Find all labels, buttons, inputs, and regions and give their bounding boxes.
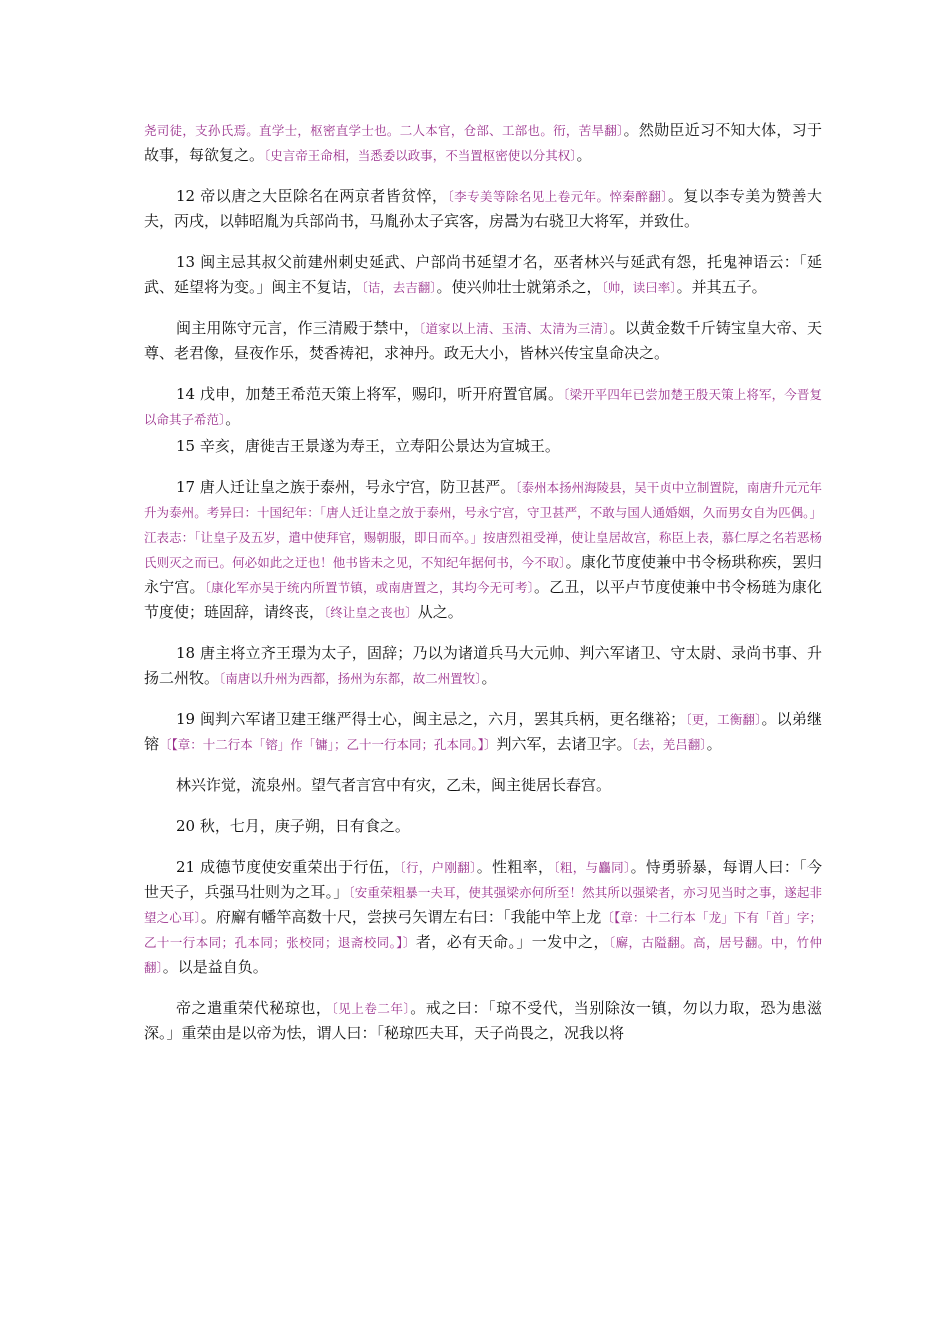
paragraph — [144, 855, 822, 980]
body-text: 21 成德节度使安重荣出于行伍， — [176, 858, 400, 876]
body-text: 。性粗率， — [476, 858, 554, 876]
annotation-note: 〔更，工衡翻〕 — [685, 712, 762, 727]
body-text: 。并其五子。 — [676, 278, 767, 296]
annotation-note: 〔见上卷二年〕 — [331, 1001, 411, 1016]
paragraph — [144, 118, 822, 168]
annotation-note: 〔史言帝王命相，当悉委以政事，不当置枢密使以分其权〕 — [264, 148, 577, 163]
annotation-note: 〔终让皇之丧也〕 — [324, 605, 418, 620]
annotation-note: 〔李专美等除名见上卷元年。悴秦醉翻〕 — [447, 189, 668, 204]
body-text: 。府廨有幡竿高数十尺，尝挟弓矢谓左右曰：「我能中竿上龙 — [200, 908, 602, 926]
paragraph — [144, 316, 822, 366]
body-text: 。 — [706, 735, 722, 753]
annotation-note: 〔【章：十二行本「龙」下有「首」字；乙十一行本同；孔本同；张校同；退斋校同。】〕 — [144, 910, 822, 950]
body-text: 。恃勇骄暴，每谓人曰：「今世天子，兵强马壮则为之耳。」 — [144, 858, 822, 901]
body-text: 。康化节度使兼中书令杨珙称疾，罢归永宁宫。 — [144, 553, 822, 596]
body-text: 。 — [481, 669, 497, 687]
annotation-note: 〔安重荣粗暴一夫耳，使其强梁亦何所至！然其所以强梁者，亦习见当时之事，遂起非望之心耳〕 — [144, 885, 822, 925]
paragraph — [144, 773, 822, 798]
annotation-note: 〔梁开平四年已尝加楚王殷天策上将军，今晋复以命其子希范〕 — [144, 387, 822, 427]
body-text: 15 辛亥，唐徙吉王景遂为寿王，立寿阳公景达为宣城王。 — [176, 437, 560, 455]
body-text: 帝之遣重荣代秘琼也， — [176, 999, 332, 1017]
body-text: 。 — [225, 410, 241, 428]
body-text: 林兴诈觉，流泉州。望气者言宫中有灾，乙未，闽主徙居长春宫。 — [176, 776, 612, 794]
body-text: 12 帝以唐之大臣除名在两京者皆贫悴， — [176, 187, 448, 205]
annotation-note: 〔康化军亦吴于统内所置节镇，或南唐置之，其均今无可考〕 — [204, 580, 535, 595]
body-text: 闽主用陈守元言，作三清殿于禁中， — [176, 319, 420, 337]
body-text: 。然勋臣近习不知大体，习于故事，每欲复之。 — [144, 121, 822, 164]
annotation-note: 〔粗，与麤同〕 — [553, 860, 631, 875]
body-text: 判六军，去诸卫字。 — [496, 735, 632, 753]
body-text: 18 唐主将立齐王璟为太子，固辞；乃以为诸道兵马大元帅、判六军诸卫、守太尉、录尚书事、升扬二州牧。 — [144, 644, 822, 687]
body-text: 17 唐人迁让皇之族于泰州，号永宁宫，防卫甚严。 — [176, 478, 516, 496]
body-text: 。以弟继镕 — [144, 710, 822, 753]
body-text: 14 戊申，加楚王希范天策上将军，赐印，听开府置官属。 — [176, 385, 564, 403]
body-text: 。以是益自负。 — [162, 958, 268, 976]
body-text: 13 闽主忌其叔父前建州刺史延武、户部尚书延望才名，巫者林兴与延武有怨，托鬼神语云：「延武、延望将为变。」闽主不复诘， — [144, 253, 822, 296]
paragraph — [144, 814, 822, 839]
paragraph — [144, 382, 822, 432]
body-text: 19 闽判六军诸卫建王继严得士心，闽主忌之，六月，罢其兵柄，更名继裕； — [176, 710, 686, 728]
paragraph — [144, 434, 822, 459]
annotation-note: 〔南唐以升州为西都，扬州为东都，故二州置牧〕 — [219, 671, 482, 686]
body-text: 从之。 — [417, 603, 463, 621]
body-text: 。使兴帅壮士就第杀之， — [436, 278, 602, 296]
annotation-note: 〔道家以上清、玉清、太清为三清〕 — [419, 321, 610, 336]
annotation-note: 〔【章：十二行本「镕」作「镛」；乙十一行本同；孔本同。】〕 — [159, 737, 497, 752]
annotation-note: 〔行，户刚翻〕 — [399, 860, 477, 875]
paragraph — [144, 184, 822, 234]
annotation-note: 〔去，羌吕翻〕 — [631, 737, 707, 752]
annotation-note: 〔诘，去吉翻〕 — [361, 280, 437, 295]
paragraph — [144, 707, 822, 757]
paragraph — [144, 250, 822, 300]
body-text: 。乙丑，以平卢节度使兼中书令杨琏为康化节度使；琏固辞，请终丧， — [144, 578, 822, 621]
annotation-note: 〔廨，古隘翻。高，居号翻。中，竹仲翻〕 — [144, 935, 822, 975]
body-text: 20 秋，七月，庚子朔，日有食之。 — [176, 817, 410, 835]
paragraph — [144, 475, 822, 625]
paragraph — [144, 641, 822, 691]
body-text: 。复以李专美为赞善大夫，丙戌，以韩昭胤为兵部尚书，马胤孙太子宾客，房暠为右骁卫大将军，并致仕。 — [144, 187, 822, 230]
annotation-note: 〔泰州本扬州海陵县，吴干贞中立制置院，南唐升元元年升为泰州。考异曰：十国纪年：「唐人迁让皇之放于泰州，号永宁宫，守卫甚严，不敢与国人通婚姻，久而男女自为匹偶。」江表志：「让皇子及五岁，遣中使拜官，赐朝服，即日而卒。」按唐烈祖受禅，使让皇居故宫，称臣上表，慕仁厚之名若恶杨氏则灭之而已。何必如此之迂也！他书皆未之见，不知纪年据何书，今不取〕 — [144, 480, 822, 570]
annotation-note: 〔帅，读曰率〕 — [601, 280, 677, 295]
paragraph — [144, 996, 822, 1046]
body-text: 。戒之曰：「琼不受代，当别除汝一镇，勿以力取，恐为患滋深。」重荣由是以帝为怯，谓人曰：「秘琼匹夫耳，天子尚畏之，况我以将 — [144, 999, 822, 1042]
annotation-note: 尧司徒，支孙氏焉。直学士，枢密直学士也。二人本官，仓部、工部也。衎，苦旱翻〕 — [144, 123, 624, 138]
body-text: 。 — [576, 146, 592, 164]
body-text: 。以黄金数千斤铸宝皇大帝、天尊、老君像，昼夜作乐，焚香祷祀，求神丹。政无大小，皆林兴传宝皇命决之。 — [144, 319, 822, 362]
body-text: 者，必有天命。」一发中之， — [415, 933, 609, 951]
